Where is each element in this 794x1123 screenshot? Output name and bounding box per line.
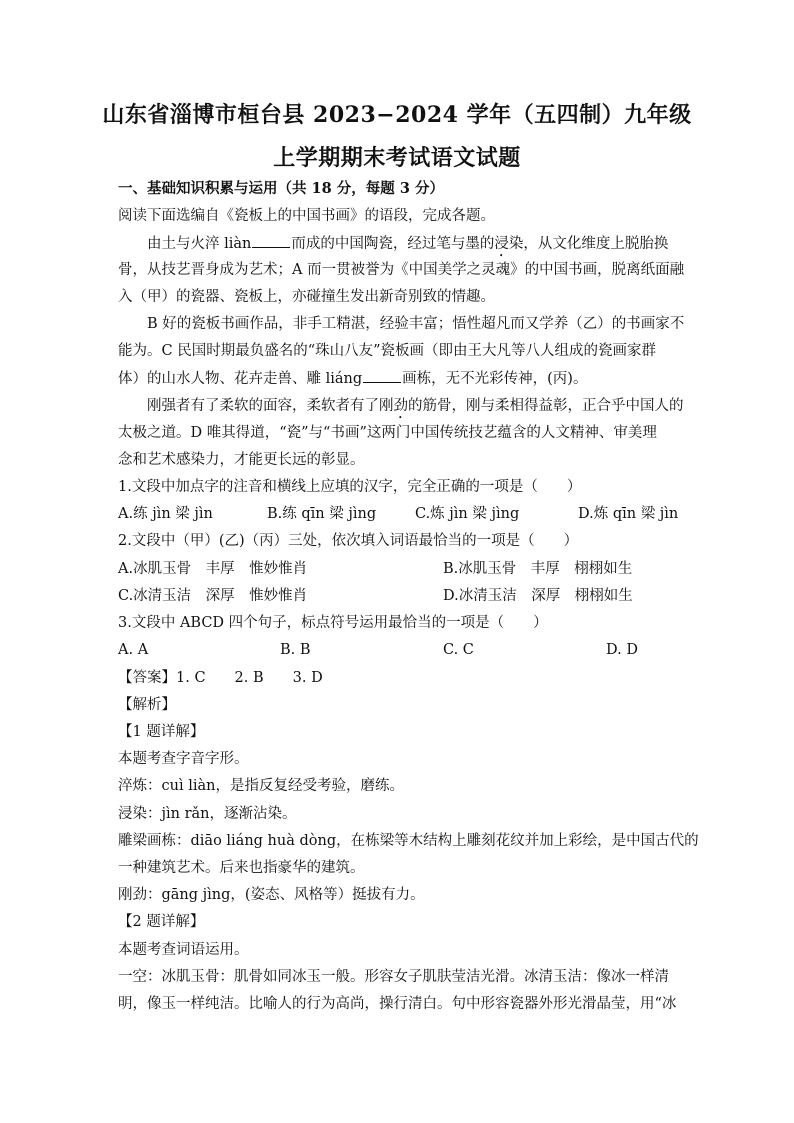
detail-text: 明，像玉一样纯洁。比喻人的行为高尚，操行清白。句中形容瓷器外形光滑晶莹，用“冰 bbox=[118, 996, 677, 1012]
passage-line: 能为。C 民国时期最负盛名的“珠山八友”瓷板画（即由王大凡等八人组成的瓷画家群 bbox=[118, 343, 657, 359]
passage-line: 太极之道。D 唯其得道，“瓷”与“书画”这两门中国传统技艺蕴含的人文精神、审美理 bbox=[118, 425, 657, 441]
passage-line: 由土与火淬 liàn 而成的中国陶瓷，经过笔与墨的浸染，从文化维度上脱胎换 bbox=[147, 233, 707, 260]
detail-text: 本题考查字音字形。 bbox=[118, 751, 249, 767]
detail-text: 一种建筑艺术。后来也指豪华的建筑。 bbox=[118, 860, 365, 876]
question-stem: 2.文段中（甲）(乙)（丙）三处，依次填入词语最恰当的一项是（ ） bbox=[118, 533, 579, 549]
detail-text: 本题考查词语运用。 bbox=[118, 942, 249, 958]
detail-text: 浸染：jìn rǎn，逐渐沾染。 bbox=[118, 806, 297, 822]
detail-text: 淬炼：cuì liàn，是指反复经受考验，磨练。 bbox=[118, 778, 404, 794]
question-option: D.冰清玉洁 深厚 栩栩如生 bbox=[443, 588, 633, 604]
analysis-heading: 【解析】 bbox=[118, 697, 176, 713]
question-option: C. C bbox=[443, 642, 474, 658]
question-stem: 1.文段中加点字的注音和横线上应填的汉字，完全正确的一项是（ ） bbox=[118, 479, 582, 495]
question-option: C.冰清玉洁 深厚 惟妙惟肖 bbox=[118, 588, 308, 604]
answer-line: 【答案】1. C 2. B 3. D bbox=[118, 670, 323, 686]
detail-text: 刚劲：gāng jìng，(姿态、风格等）挺拔有力。 bbox=[118, 887, 425, 903]
question-option: A.练 jìn 梁 jìn bbox=[118, 506, 213, 522]
section-intro: 阅读下面选编自《瓷板上的中国书画》的语段，完成各题。 bbox=[118, 208, 495, 224]
passage-line: 骨，从技艺晋身成为艺术；A 而一贯被誉为《中国美学之灵魂》的中国书画，脱离纸面融 bbox=[118, 262, 685, 278]
question-option: B. B bbox=[280, 642, 311, 658]
title-line-1: 山东省淄博市桓台县 2023−2024 学年（五四制）九年级 bbox=[102, 102, 692, 128]
question-option: A. A bbox=[118, 642, 149, 658]
detail-heading: 【2 题详解】 bbox=[118, 914, 205, 930]
detail-text: 一空：冰肌玉骨：肌骨如同冰玉一般。形容女子肌肤莹洁光滑。冰清玉洁：像冰一样清 bbox=[118, 969, 669, 985]
question-option: A.冰肌玉骨 丰厚 惟妙惟肖 bbox=[118, 561, 308, 577]
detail-text: 雕梁画栋：diāo liáng huà dòng，在栋梁等木结构上雕刻花纹并加上彩绘，是中国古代的 bbox=[118, 833, 699, 849]
question-option: B.冰肌玉骨 丰厚 栩栩如生 bbox=[443, 561, 633, 577]
question-option: D. D bbox=[606, 642, 638, 658]
dotted-char: 浸 bbox=[494, 236, 509, 252]
dotted-char: 劲 bbox=[393, 398, 408, 414]
question-stem: 3.文段中 ABCD 四个句子，标点符号运用最恰当的一项是（ ） bbox=[118, 615, 548, 631]
passage-line: 刚强者有了柔软的面容，柔软者有了刚劲的筋骨，刚与柔相得益彰，正合乎中国人的 bbox=[147, 398, 684, 414]
title-line-2: 上学期期末考试语文试题 bbox=[273, 145, 521, 171]
fill-blank bbox=[252, 233, 290, 248]
question-option: C.炼 jìn 梁 jìng bbox=[415, 506, 520, 522]
passage-line: 念和艺术感染力，才能更长远的彰显。 bbox=[118, 452, 365, 468]
section-heading: 一、基础知识积累与运用（共 18 分，每题 3 分） bbox=[118, 180, 444, 197]
passage-line: 入（甲）的瓷器、瓷板上，亦碰撞生发出新奇别致的情趣。 bbox=[118, 289, 495, 305]
question-option: D.炼 qīn 梁 jìn bbox=[578, 506, 679, 522]
detail-heading: 【1 题详解】 bbox=[118, 724, 205, 740]
question-option: B.练 qīn 梁 jìng bbox=[267, 506, 377, 522]
passage-line: B 好的瓷板书画作品，非手工精湛，经验丰富；悟性超凡而又学养（乙）的书画家不 bbox=[147, 316, 685, 332]
passage-line: 体）的山水人物、花卉走兽、雕 liáng 画栋，无不光彩传神，(丙)。 bbox=[118, 368, 678, 389]
fill-blank bbox=[363, 368, 401, 383]
